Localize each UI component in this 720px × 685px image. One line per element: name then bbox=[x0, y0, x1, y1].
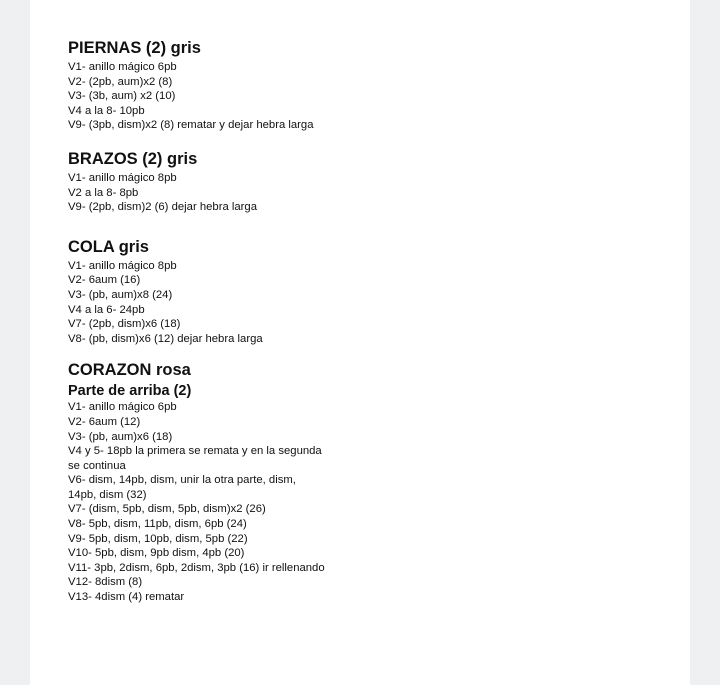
section-cola bbox=[68, 237, 668, 347]
pattern-line: V10- 5pb, dism, 9pb dism, 4pb (20) bbox=[68, 547, 245, 560]
pattern-line: V2- 6aum (12) bbox=[68, 415, 141, 428]
pattern-line: V1- anillo mágico 6pb bbox=[68, 401, 177, 414]
pattern-line: V4 y 5- 18pb la primera se remata y en la segunda bbox=[68, 445, 322, 458]
section-brazos bbox=[68, 149, 668, 215]
pattern-line: V3- (pb, aum)x6 (18) bbox=[68, 430, 173, 443]
pattern-line: V9- (2pb, dism)2 (6) dejar hebra larga bbox=[68, 201, 257, 214]
pattern-content bbox=[68, 38, 668, 621]
pattern-line: V13- 4dism (4) rematar bbox=[68, 591, 185, 604]
document-page bbox=[30, 0, 690, 685]
section-title: COLA gris bbox=[68, 237, 149, 256]
pattern-line: V8- (pb, dism)x6 (12) dejar hebra larga bbox=[68, 332, 263, 345]
pattern-line: V2- (2pb, aum)x2 (8) bbox=[68, 75, 173, 88]
pattern-line: V12- 8dism (8) bbox=[68, 576, 143, 589]
pattern-line: V1- anillo mágico 6pb bbox=[68, 61, 177, 73]
section-subtitle: Parte de arriba (2) bbox=[68, 383, 192, 400]
pattern-line: V1- anillo mágico 8pb bbox=[68, 171, 177, 184]
pattern-line: V7- (dism, 5pb, dism, 5pb, dism)x2 (26) bbox=[68, 503, 266, 516]
section-title: BRAZOS (2) gris bbox=[68, 149, 198, 168]
pattern-line: V4 a la 6- 24pb bbox=[68, 303, 145, 316]
pattern-line: 14pb, dism (32) bbox=[68, 488, 147, 501]
pattern-line: V4 a la 8- 10pb bbox=[68, 104, 145, 117]
pattern-line: V1- anillo mágico 8pb bbox=[68, 259, 177, 272]
pattern-line: V8- 5pb, dism, 11pb, dism, 6pb (24) bbox=[68, 518, 247, 531]
section-title: PIERNAS (2) gris bbox=[68, 39, 201, 57]
pattern-line: V3- (3b, aum) x2 (10) bbox=[68, 90, 176, 103]
pattern-line: V9- (3pb, dism)x2 (8) rematar y dejar hebra larga bbox=[68, 119, 314, 132]
pattern-line: V3- (pb, aum)x8 (24) bbox=[68, 288, 173, 301]
pattern-line: V11- 3pb, 2dism, 6pb, 2dism, 3pb (16) ir rellenando bbox=[68, 561, 325, 574]
pattern-line: V6- dism, 14pb, dism, unir la otra parte, dism, bbox=[68, 474, 296, 487]
section-title: CORAZON rosa bbox=[68, 361, 191, 380]
pattern-line: V7- (2pb, dism)x6 (18) bbox=[68, 318, 181, 331]
section-corazon bbox=[68, 360, 668, 604]
pattern-line: V2- 6aum (16) bbox=[68, 274, 141, 287]
pattern-line: V9- 5pb, dism, 10pb, dism, 5pb (22) bbox=[68, 532, 248, 545]
pattern-line: se continua bbox=[68, 459, 126, 472]
section-piernas bbox=[68, 38, 668, 133]
pattern-line: V2 a la 8- 8pb bbox=[68, 186, 139, 199]
